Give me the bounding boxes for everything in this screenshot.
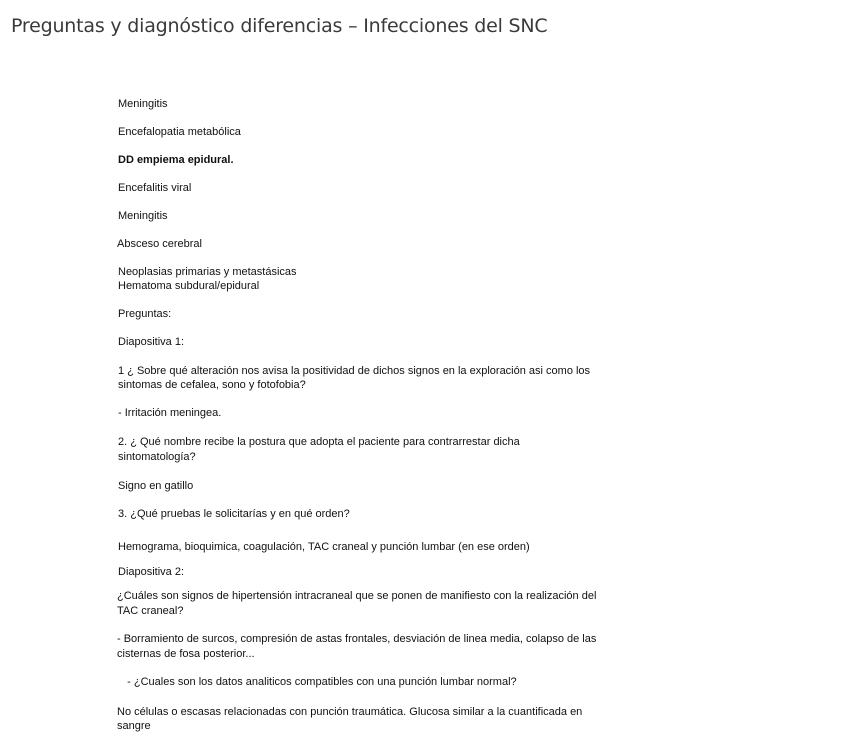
paragraph-respuesta-2-line: Signo en gatillo: [118, 480, 194, 492]
paragraph-pregunta-3-line: 3. ¿Qué pruebas le solicitarías y en qué orden?: [118, 508, 350, 520]
paragraph-meningitis-2-line: Meningitis: [118, 210, 168, 222]
paragraph-pregunta-1-line-1: 1 ¿ Sobre qué alteración nos avisa la positividad de dichos signos en la exploración asi como los: [118, 365, 591, 377]
paragraph-dd-empiema-line: DD empiema epidural.: [118, 154, 234, 166]
paragraph-diapositiva-1-line: Diapositiva 1:: [118, 336, 185, 348]
paragraph-pregunta-4-line-1: ¿Cuáles son signos de hipertensión intracraneal que se ponen de manifiesto con la realización del: [117, 590, 597, 602]
paragraph-absceso-line: Absceso cerebral: [117, 238, 202, 250]
paragraph-pregunta-2-line-1: 2. ¿ Qué nombre recibe la postura que adopta el paciente para contrarrestar dicha: [118, 436, 520, 448]
paragraph-pregunta-4-line-2: TAC craneal?: [117, 605, 184, 617]
paragraph-respuesta-4-line-2: cisternas de fosa posterior...: [117, 648, 255, 660]
paragraph-encefalitis-line: Encefalitis viral: [118, 182, 192, 194]
paragraph-neoplasias-line-2: Hematoma subdural/epidural: [118, 280, 260, 292]
paragraph-preguntas-line: Preguntas:: [118, 308, 172, 320]
paragraph-pregunta-5-line: - ¿Cuales son los datos analiticos compatibles con una punción lumbar normal?: [118, 676, 517, 688]
paragraph-respuesta-3-line: Hemograma, bioquimica, coagulación, TAC craneal y punción lumbar (en ese orden): [118, 541, 530, 553]
paragraph-neoplasias-line-1: Neoplasias primarias y metastásicas: [118, 266, 297, 278]
paragraph-pregunta-2-line-2: sintomatología?: [118, 451, 196, 463]
paragraph-respuesta-5-line-1: No células o escasas relacionadas con punción traumática. Glucosa similar a la cuantificada en: [117, 706, 583, 718]
paragraph-respuesta-5-line-2: sangre: [117, 720, 151, 732]
paragraph-respuesta-4-line-1: - Borramiento de surcos, compresión de astas frontales, desviación de linea media, colapso de las: [117, 633, 597, 645]
page-title: Preguntas y diagnóstico diferencias – Infecciones del SNC: [11, 15, 548, 37]
paragraph-pregunta-1-line-2: sintomas de cefalea, sono y fotofobia?: [118, 379, 306, 391]
paragraph-encefalopatia-line: Encefalopatia metabólica: [118, 126, 241, 138]
paragraph-meningitis-1-line: Meningitis: [118, 98, 168, 110]
paragraph-diapositiva-2-line: Diapositiva 2:: [118, 566, 185, 578]
paragraph-respuesta-1-line: - Irritación meningea.: [118, 407, 222, 419]
